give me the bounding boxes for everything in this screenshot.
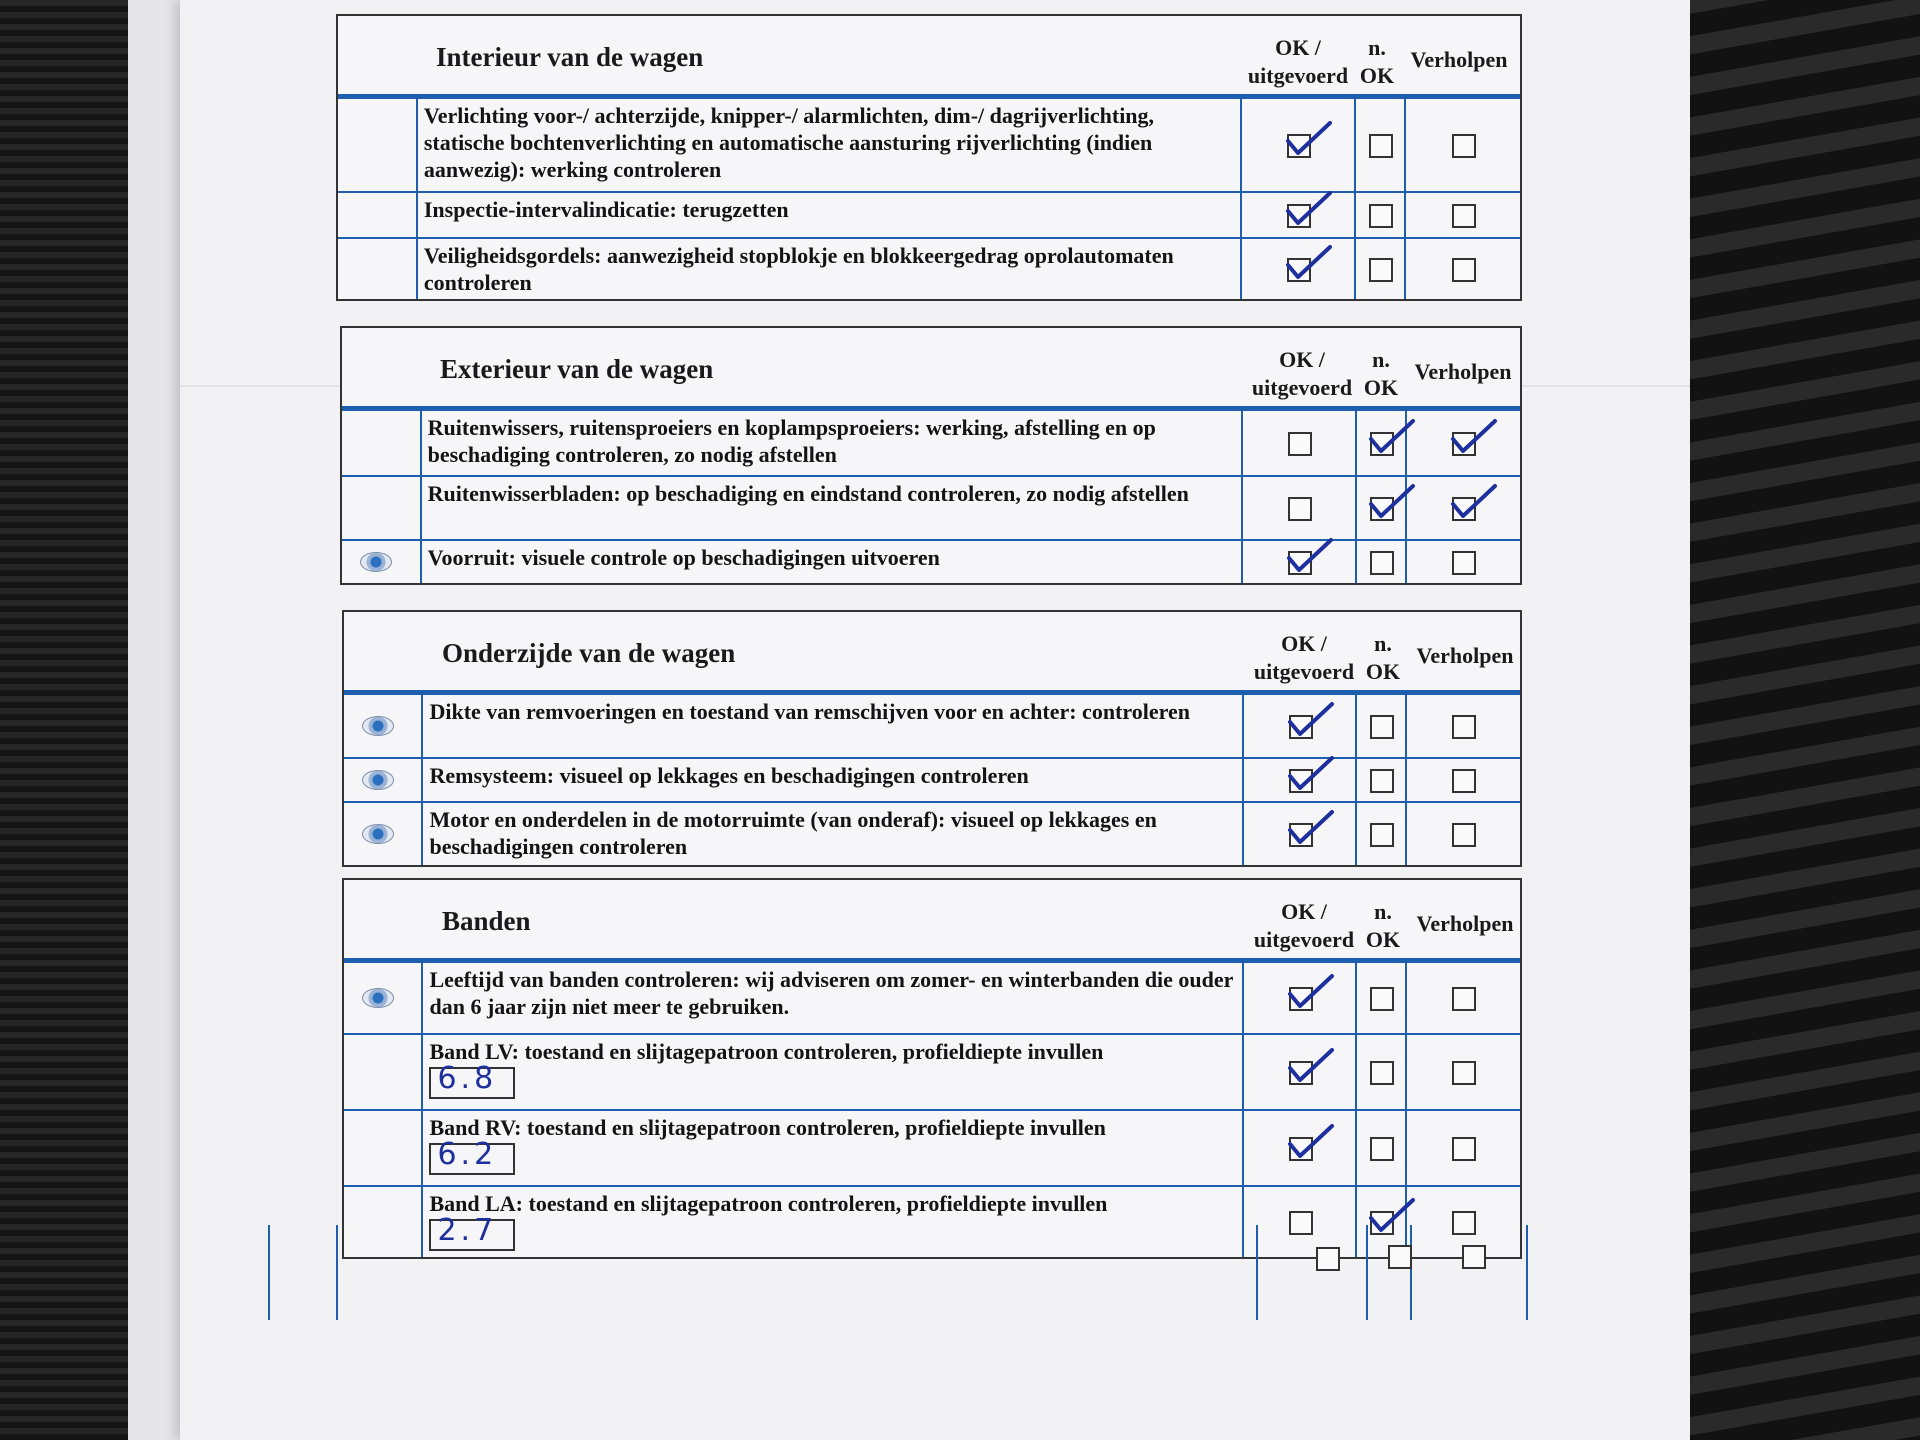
fixed-checkbox-cell xyxy=(1406,193,1520,237)
fixed-checkbox[interactable] xyxy=(1452,134,1476,158)
row-icon-cell xyxy=(344,695,423,757)
fixed-checkbox[interactable] xyxy=(1452,258,1476,282)
row-description xyxy=(422,411,1244,475)
column-fixed-header: Verholpen xyxy=(1416,643,1514,668)
checkmark-icon xyxy=(1286,700,1334,738)
ok-checkbox[interactable] xyxy=(1288,432,1312,456)
fixed-checkbox[interactable] xyxy=(1452,1061,1476,1085)
section-0 xyxy=(336,14,1522,301)
tread-depth-field[interactable] xyxy=(429,1061,515,1099)
checkmark-icon xyxy=(1284,119,1332,157)
not-ok-checkbox[interactable] xyxy=(1370,715,1394,739)
not-ok-checkbox-cell xyxy=(1357,695,1407,757)
not-ok-checkbox-cell xyxy=(1357,477,1407,539)
not-ok-checkbox-cell xyxy=(1357,411,1407,475)
checklist-row xyxy=(342,411,1520,475)
not-ok-checkbox[interactable] xyxy=(1370,823,1394,847)
ok-checkbox-cell xyxy=(1243,477,1356,539)
column-ok-header: OK / uitgevoerd xyxy=(1253,631,1355,684)
fixed-checkbox-cell xyxy=(1407,963,1520,1033)
row-text: Band LA: toestand en slijtagepatroon controleren, profieldiepte invullen xyxy=(429,1191,1108,1216)
column-fixed-header: Verholpen xyxy=(1410,47,1508,72)
ok-checkbox-cell xyxy=(1244,1111,1357,1185)
checklist-row xyxy=(338,99,1520,191)
fixed-checkbox-cell xyxy=(1407,803,1520,865)
not-ok-checkbox[interactable] xyxy=(1369,204,1393,228)
row-text: Motor en onderdelen in de motorruimte (van onderaf): visueel op lekkages en beschadigingen controleren xyxy=(429,807,1157,859)
row-text: Ruitenwissers, ruitensproeiers en koplampsproeiers: werking, afstelling en op beschadiging controleren, zo nodig afstellen xyxy=(427,415,1156,467)
column-ok-header: OK / uitgevoerd xyxy=(1247,35,1349,88)
checklist-row xyxy=(338,191,1520,237)
not-ok-checkbox[interactable] xyxy=(1370,769,1394,793)
row-text: Verlichting voor-/ achterzijde, knipper-/ alarmlichten, dim-/ dagrijverlichting, statische bochtenverlichting en automatische aansturing rijverlichting (indien aanwezig): werking controleren xyxy=(423,103,1155,182)
fixed-checkbox-cell xyxy=(1407,1035,1520,1109)
section-header xyxy=(344,880,1520,963)
fixed-checkbox[interactable] xyxy=(1452,715,1476,739)
row-text: Remsysteem: visueel op lekkages en beschadigingen controleren xyxy=(429,763,1029,788)
section-1 xyxy=(340,326,1522,585)
section-title: Interieur van de wagen xyxy=(436,42,704,72)
ok-checkbox-cell xyxy=(1244,1035,1357,1109)
column-not-ok-header: n. OK xyxy=(1365,631,1401,684)
section-title: Onderzijde van de wagen xyxy=(442,638,736,668)
checklist-row xyxy=(344,963,1520,1033)
ok-checkbox-cell xyxy=(1243,411,1356,475)
row-icon-cell xyxy=(342,411,422,475)
fixed-checkbox[interactable] xyxy=(1452,823,1476,847)
fixed-checkbox[interactable] xyxy=(1452,551,1476,575)
checklist-row xyxy=(344,801,1520,865)
checklist-row xyxy=(344,695,1520,757)
not-ok-checkbox-cell xyxy=(1356,239,1406,299)
row-description xyxy=(418,239,1243,299)
checkmark-icon xyxy=(1286,808,1334,846)
ok-checkbox-cell xyxy=(1244,759,1357,801)
row-text: Dikte van remvoeringen en toestand van remschijven voor en achter: controleren xyxy=(429,699,1190,724)
column-not-ok-header: n. OK xyxy=(1365,899,1401,952)
checkmark-icon xyxy=(1286,1046,1334,1084)
checklist-row xyxy=(342,539,1520,583)
tread-depth-field[interactable] xyxy=(429,1137,515,1175)
not-ok-checkbox-cell xyxy=(1356,193,1406,237)
eye-icon xyxy=(360,552,392,572)
checklist-row xyxy=(338,237,1520,299)
not-ok-checkbox-cell xyxy=(1357,803,1407,865)
column-fixed-header: Verholpen xyxy=(1414,359,1512,384)
checkbox-icon[interactable] xyxy=(1462,1245,1486,1269)
not-ok-checkbox-cell xyxy=(1357,1035,1407,1109)
row-icon-cell xyxy=(344,759,423,801)
table-continuation xyxy=(336,1225,1536,1335)
not-ok-checkbox-cell xyxy=(1356,99,1406,191)
eye-icon xyxy=(362,988,394,1008)
seat-fabric-right xyxy=(1665,0,1920,1440)
column-not-ok-header: n. OK xyxy=(1359,35,1395,88)
section-header xyxy=(344,612,1520,695)
fixed-checkbox-cell xyxy=(1407,411,1520,475)
checkmark-icon xyxy=(1286,754,1334,792)
section-3 xyxy=(342,878,1522,1259)
section-2 xyxy=(342,610,1522,867)
checklist-row xyxy=(342,475,1520,539)
checkmark-icon xyxy=(1284,189,1332,227)
row-icon-cell xyxy=(344,1111,423,1185)
eye-icon xyxy=(362,770,394,790)
row-icon-cell xyxy=(344,963,423,1033)
row-text: Band LV: toestand en slijtagepatroon controleren, profieldiepte invullen xyxy=(429,1039,1104,1064)
row-description xyxy=(422,477,1244,539)
row-description xyxy=(423,1111,1243,1185)
checkmark-icon xyxy=(1449,417,1497,455)
fixed-checkbox-cell xyxy=(1407,477,1520,539)
row-description xyxy=(418,99,1243,191)
row-icon-cell xyxy=(338,193,418,237)
fixed-checkbox[interactable] xyxy=(1452,987,1476,1011)
not-ok-checkbox[interactable] xyxy=(1370,987,1394,1011)
ok-checkbox-cell xyxy=(1242,193,1356,237)
not-ok-checkbox-cell xyxy=(1357,1111,1407,1185)
row-description xyxy=(418,193,1243,237)
column-ok-header: OK / uitgevoerd xyxy=(1251,347,1353,400)
checkmark-icon xyxy=(1286,972,1334,1010)
row-text: Veiligheidsgordels: aanwezigheid stopblokje en blokkeergedrag oprolautomaten controleren xyxy=(423,243,1174,295)
column-not-ok-header: n. OK xyxy=(1363,347,1399,400)
not-ok-checkbox[interactable] xyxy=(1370,1137,1394,1161)
ok-checkbox-cell xyxy=(1244,803,1357,865)
row-icon-cell xyxy=(344,803,423,865)
checkmark-icon xyxy=(1449,482,1497,520)
row-icon-cell xyxy=(342,477,422,539)
ok-checkbox-cell xyxy=(1242,99,1356,191)
not-ok-checkbox-cell xyxy=(1357,963,1407,1033)
row-text: Ruitenwisserbladen: op beschadiging en eindstand controleren, zo nodig afstellen xyxy=(427,481,1189,506)
ok-checkbox-cell xyxy=(1244,963,1357,1033)
column-ok-header: OK / uitgevoerd xyxy=(1253,899,1355,952)
eye-icon xyxy=(362,824,394,844)
ok-checkbox-cell xyxy=(1242,239,1356,299)
fixed-checkbox-cell xyxy=(1407,541,1520,583)
section-header xyxy=(342,328,1520,411)
row-icon-cell xyxy=(338,239,418,299)
fixed-checkbox-cell xyxy=(1406,99,1520,191)
checklist-row xyxy=(344,1109,1520,1185)
fixed-checkbox-cell xyxy=(1407,695,1520,757)
fixed-checkbox-cell xyxy=(1407,1111,1520,1185)
checkbox-icon[interactable] xyxy=(1388,1245,1412,1269)
seat-fabric-left xyxy=(0,0,140,1440)
row-description xyxy=(423,695,1243,757)
row-text: Inspectie-intervalindicatie: terugzetten xyxy=(423,197,789,222)
row-description xyxy=(423,803,1243,865)
checkmark-icon xyxy=(1286,1122,1334,1160)
ok-checkbox[interactable] xyxy=(1288,497,1312,521)
section-title: Exterieur van de wagen xyxy=(440,354,714,384)
row-text: Voorruit: visuele controle op beschadigingen uitvoeren xyxy=(427,545,940,570)
fixed-checkbox[interactable] xyxy=(1452,1137,1476,1161)
not-ok-checkbox[interactable] xyxy=(1370,551,1394,575)
row-description xyxy=(422,541,1244,583)
fixed-checkbox-cell xyxy=(1407,759,1520,801)
tread-depth-value: 6.8 xyxy=(437,1061,498,1096)
section-title: Banden xyxy=(442,906,531,936)
tread-depth-value: 2.7 xyxy=(437,1213,498,1248)
fixed-checkbox[interactable] xyxy=(1452,769,1476,793)
not-ok-checkbox-cell xyxy=(1357,759,1407,801)
checklist-row xyxy=(344,757,1520,801)
eye-icon xyxy=(362,716,394,736)
checkmark-icon xyxy=(1284,243,1332,281)
row-text: Leeftijd van banden controleren: wij adviseren om zomer- en winterbanden die ouder dan 6 jaar zijn niet meer te gebruiken. xyxy=(429,967,1234,1019)
not-ok-checkbox-cell xyxy=(1357,541,1407,583)
checkmark-icon xyxy=(1285,536,1333,574)
column-fixed-header: Verholpen xyxy=(1416,911,1514,936)
fixed-checkbox-cell xyxy=(1406,239,1520,299)
row-icon-cell xyxy=(338,99,418,191)
row-description xyxy=(423,1035,1243,1109)
not-ok-checkbox[interactable] xyxy=(1369,258,1393,282)
checkbox-icon[interactable] xyxy=(1316,1247,1340,1271)
row-text: Band RV: toestand en slijtagepatroon controleren, profieldiepte invullen xyxy=(429,1115,1106,1140)
checklist-row xyxy=(344,1033,1520,1109)
ok-checkbox-cell xyxy=(1243,541,1356,583)
row-icon-cell xyxy=(342,541,422,583)
tread-depth-value: 6.2 xyxy=(437,1137,498,1172)
not-ok-checkbox[interactable] xyxy=(1370,1061,1394,1085)
row-description xyxy=(423,963,1243,1033)
ok-checkbox-cell xyxy=(1244,695,1357,757)
row-description xyxy=(423,759,1243,801)
fixed-checkbox[interactable] xyxy=(1452,204,1476,228)
not-ok-checkbox[interactable] xyxy=(1369,134,1393,158)
section-header xyxy=(338,16,1520,99)
row-icon-cell xyxy=(344,1035,423,1109)
